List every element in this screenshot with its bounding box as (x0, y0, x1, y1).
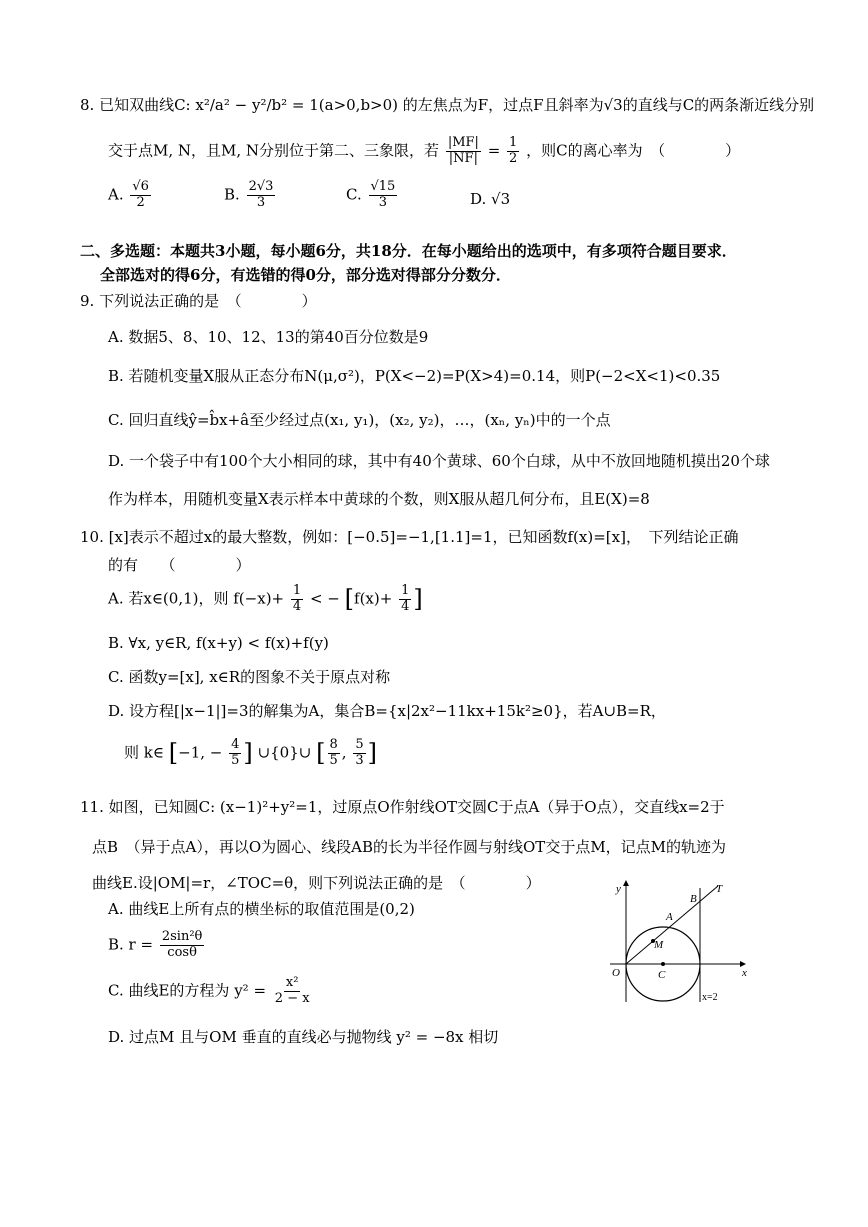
section2-header-line2: 全部选对的得6分，有选错的得0分，部分选对得部分分数分． (100, 266, 511, 284)
q11-option-a[interactable]: A. 曲线E上所有点的横坐标的取值范围是(0,2) (108, 900, 415, 918)
q9-option-a[interactable]: A. 数据5、8、10、12、13的第40百分位数是9 (108, 328, 429, 346)
q8-ratio: $\frac{|MF|}{|NF|}$ (447, 135, 479, 166)
q11-figure (600, 878, 750, 1008)
ray-ot (626, 886, 718, 964)
q11-stem-line3: 曲线E.设|OM|=r，∠TOC=θ，则下列说法正确的是 （ ） (92, 874, 541, 892)
q8-option-b[interactable]: B. $\frac{2√3}{3}$ (224, 179, 274, 210)
q10-stem-line1: 10. [x]表示不超过x的最大整数，例如：[−0.5]=−1,[1.1]=1，已知函数f(x)=[x]， 下列结论正确 (80, 528, 739, 546)
q9-option-c[interactable]: C. 回归直线ŷ=b̂x+â至少经过点(x₁, y₁)，(x₂, y₂)，…，(xₙ, yₙ)中的一个点 (108, 411, 611, 429)
q10-stem-line2: 的有 （ ） (108, 556, 251, 574)
q11-stem-line1: 11. 如图，已知圆C: (x−1)²+y²=1，过原点O作射线OT交圆C于点A（异于O点），交直线x=2于 (80, 798, 725, 816)
label-a: A (666, 911, 673, 923)
q9-option-b[interactable]: B. 若随机变量X服从正态分布N(μ,σ²)，P(X<−2)=P(X>4)=0.14，则P(−2<X<1)<0.35 (108, 367, 721, 385)
q11-option-b[interactable]: B. r = $\frac{\text{2sin²θ}}{\cos\theta}$ (108, 929, 203, 960)
y-axis-arrow (623, 880, 629, 886)
q8-text-c: ，则C的离心率为 （ ） (526, 141, 741, 160)
q8-stem-line1: 8. 已知双曲线C: x²/a² − y²/b² = 1(a>0,b>0) 的左焦点为F，过点F且斜率为√3的直线与C的两条渐近线分别 (80, 96, 815, 114)
label-y: y (616, 883, 621, 895)
label-x: x (742, 967, 747, 979)
q8-text-a: 交于点M, N，且M, N分别位于第二、三象限，若 (108, 141, 440, 160)
q9-option-d-line1[interactable]: D. 一个袋子中有100个大小相同的球，其中有40个黄球、60个白球，从中不放回地随机摸出20个球 (108, 452, 770, 470)
q8-option-c[interactable]: C. $\frac{√15}{3}$ (346, 179, 396, 210)
q8-eq: = (487, 141, 506, 160)
point-c (661, 962, 665, 966)
q10-option-d-line1[interactable]: D. 设方程[|x−1|]=3的解集为A，集合B={x|2x²−11kx+15k²≥0}，若A∪B=R， (108, 702, 666, 720)
label-line-x2: x=2 (702, 992, 718, 1003)
q10-option-a[interactable]: A. 若x∈(0,1)，则 f(−x)+ $\frac{1}{4}$ < − [f(x)+ $\frac{1}{4}$ ] (108, 583, 423, 614)
q10-option-c[interactable]: C. 函数y=[x], x∈R的图象不关于原点对称 (108, 668, 391, 686)
q11-option-d[interactable]: D. 过点M 且与OM 垂直的直线必与抛物线 y² = −8x 相切 (108, 1028, 499, 1046)
label-c: C (658, 969, 666, 981)
label-t: T (716, 883, 723, 895)
q9-option-d-line2: 作为样本，用随机变量X表示样本中黄球的个数，则X服从超几何分布，且E(X)=8 (108, 490, 650, 508)
q10-option-d-line2: 则 k∈ [−1, − $\frac{4}{5}$ ] ∪{0}∪ [ $\frac{8}{5}$ , $\frac{5}{3}$ ] (124, 737, 377, 768)
q9-stem: 9. 下列说法正确的是 （ ） (80, 292, 317, 310)
q8-option-d[interactable]: D. √3 (470, 190, 511, 208)
q8-stem-line2 (108, 136, 740, 167)
label-b: B (690, 893, 697, 905)
q11-option-c[interactable]: C. 曲线E的方程为 y² = $\frac{\text{x²}}{2 - x}$ (108, 975, 310, 1006)
q10-option-b[interactable]: B. ∀x, y∈R, f(x+y) < f(x)+f(y) (108, 634, 329, 652)
label-m: M (654, 939, 664, 951)
q11-stem-line2: 点B （异于点A），再以O为圆心、线段AB的长为半径作圆与射线OT交于点M，记点M的轨迹为 (92, 838, 727, 856)
q8-half: $\frac{1}{2}$ (509, 135, 518, 166)
section2-header-line1: 二、多选题：本题共3小题，每小题6分，共18分．在每小题给出的选项中，有多项符合题目要求． (80, 242, 737, 260)
label-o: O (612, 967, 620, 979)
q8-option-a[interactable]: A. $\frac{√6}{2}$ (108, 179, 149, 210)
